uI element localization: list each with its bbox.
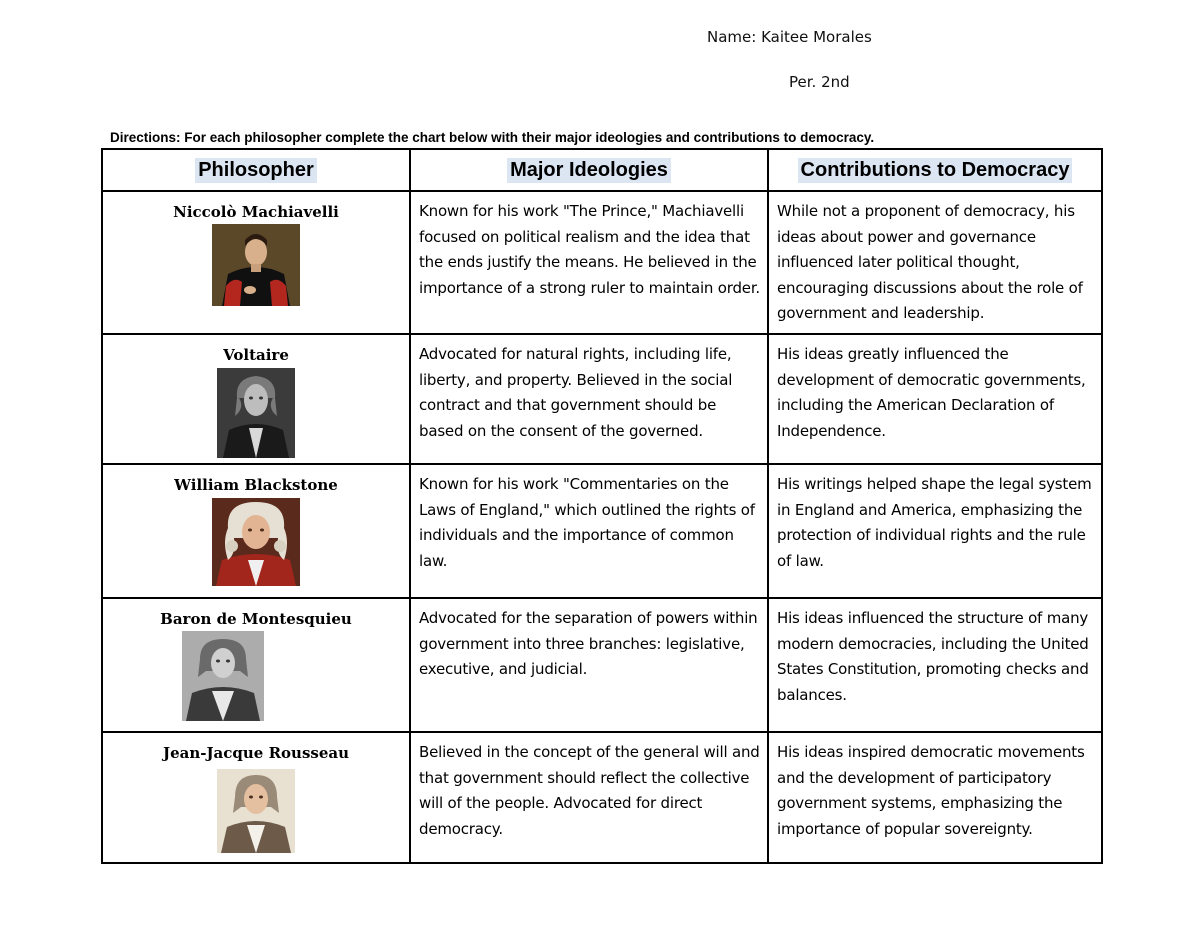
voltaire-portrait	[217, 368, 295, 458]
ideologies-cell: Known for his work "The Prince," Machiavelli focused on political realism and the idea that the ends justify the means. He believed in the importance of a strong ruler to maintain order.	[410, 191, 768, 334]
column-header-contributions: Contributions to Democracy	[768, 149, 1102, 191]
philosopher-cell	[102, 464, 410, 598]
philosopher-name: William Blackstone	[174, 476, 338, 494]
philosopher-name: Jean-Jacque Rousseau	[162, 744, 350, 762]
table-row	[102, 598, 1102, 732]
philosopher-cell	[102, 732, 410, 863]
machiavelli-portrait	[212, 224, 300, 306]
philosopher-chart	[101, 148, 1103, 864]
student-name: Name: Kaitee Morales	[707, 28, 872, 46]
table-row	[102, 191, 1102, 334]
philosopher-cell	[102, 191, 410, 334]
ideologies-cell: Advocated for the separation of powers within government into three branches: legislative, executive, and judicial.	[410, 598, 768, 732]
contributions-cell: His ideas influenced the structure of many modern democracies, including the United States Constitution, promoting checks and balances.	[768, 598, 1102, 732]
philosopher-name: Niccolò Machiavelli	[173, 203, 339, 221]
chart-header-row	[102, 149, 1102, 191]
contributions-cell: His writings helped shape the legal system in England and America, emphasizing the protection of individual rights and the rule of law.	[768, 464, 1102, 598]
table-row	[102, 464, 1102, 598]
table-row	[102, 334, 1102, 464]
philosopher-cell	[102, 598, 410, 732]
directions-text: Directions: For each philosopher complete the chart below with their major ideologies and contributions to democracy.	[110, 130, 875, 145]
table-row	[102, 732, 1102, 863]
contributions-cell: While not a proponent of democracy, his ideas about power and governance influenced later political thought, encouraging discussions about the role of government and leadership.	[768, 191, 1102, 334]
column-header-philosopher: Philosopher	[102, 149, 410, 191]
column-header-ideologies: Major Ideologies	[410, 149, 768, 191]
ideologies-cell: Believed in the concept of the general will and that government should reflect the collective will of the people. Advocated for direct democracy.	[410, 732, 768, 863]
ideologies-cell: Known for his work "Commentaries on the Laws of England," which outlined the rights of individuals and the importance of common law.	[410, 464, 768, 598]
philosopher-name: Voltaire	[223, 346, 289, 364]
contributions-cell: His ideas greatly influenced the development of democratic governments, including the American Declaration of Independence.	[768, 334, 1102, 464]
class-period: Per. 2nd	[789, 73, 850, 91]
montesquieu-portrait	[182, 631, 264, 721]
rousseau-portrait	[217, 769, 295, 853]
philosopher-name: Baron de Montesquieu	[160, 610, 352, 628]
blackstone-portrait	[212, 498, 300, 586]
philosopher-cell	[102, 334, 410, 464]
ideologies-cell: Advocated for natural rights, including life, liberty, and property. Believed in the social contract and that government should be based on the consent of the governed.	[410, 334, 768, 464]
contributions-cell: His ideas inspired democratic movements and the development of participatory government systems, emphasizing the importance of popular sovereignty.	[768, 732, 1102, 863]
